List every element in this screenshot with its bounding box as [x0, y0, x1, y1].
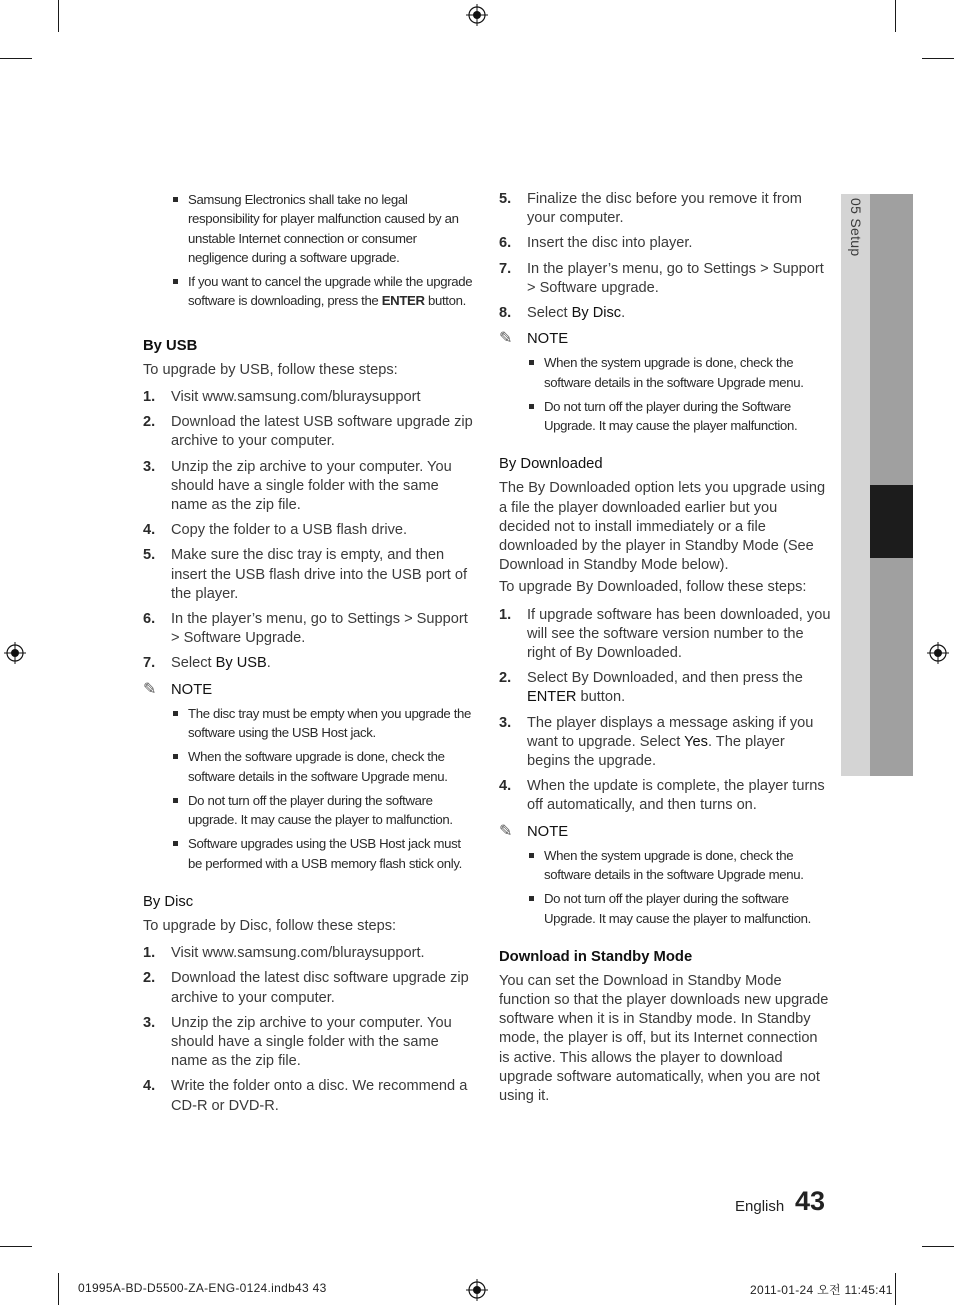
step-item: 6. Insert the disc into player.: [499, 235, 693, 252]
left-column: [143, 190, 473, 1116]
section-heading: By USB: [143, 337, 198, 354]
list-item: When the system upgrade is done, check the software details in the software Upgrade menu.: [499, 353, 831, 392]
step-item: 7. In the player’s menu, go to Settings > Support > Software upgrade.: [499, 260, 824, 296]
note-heading: ✎ NOTE: [499, 330, 569, 348]
section-intro: To upgrade By Downloaded, follow these steps:: [499, 579, 807, 596]
registration-mark-icon: [466, 1279, 488, 1301]
section-intro: To upgrade by Disc, follow these steps:: [143, 918, 397, 934]
pencil-icon: ✎: [499, 330, 513, 348]
bullet-icon: [173, 279, 178, 284]
step-item: 2. Download the latest USB software upgrade zip archive to your computer.: [143, 414, 473, 450]
step-item: 5. Finalize the disc before you remove it from your computer.: [499, 191, 802, 227]
crop-mark: [895, 0, 896, 32]
list-item: Do not turn off the player during the software upgrade. It may cause the player to malfunction.: [143, 791, 473, 830]
page-number: 43: [795, 1186, 826, 1216]
list-item: Samsung Electronics shall take no legal responsibility for player malfunction caused by an unstable Internet connection or consumer negligence during a software upgrade.: [143, 190, 473, 267]
crop-mark: [58, 0, 59, 32]
list-item: When the system upgrade is done, check the software details in the software Upgrade menu.: [499, 846, 831, 885]
registration-mark-icon: [927, 642, 949, 664]
crop-mark: [895, 1273, 896, 1305]
crop-mark: [58, 1273, 59, 1305]
registration-mark-icon: [466, 4, 488, 26]
section-heading: By Disc: [143, 894, 194, 910]
print-slug-timestamp: 2011-01-24 오전 11:45:41: [750, 1283, 893, 1297]
pencil-icon: ✎: [499, 822, 513, 840]
list-item: The disc tray must be empty when you upgrade the software using the USB Host jack.: [143, 704, 473, 743]
side-tab-chapter-marker: [870, 485, 913, 558]
crop-mark: [922, 1246, 954, 1247]
step-item: 1. Visit www.samsung.com/bluraysupport.: [143, 945, 425, 962]
crop-mark: [0, 58, 32, 59]
section-heading: By Downloaded: [499, 456, 603, 473]
step-item: 8. Select By Disc.: [499, 305, 626, 322]
step-item: 4. Copy the folder to a USB flash drive.: [143, 522, 408, 539]
side-tab-label: 05 Setup: [848, 198, 864, 257]
step-item: 3. Unzip the zip archive to your computer. You should have a single folder with the same name as the zip file.: [143, 458, 452, 513]
bullet-icon: [173, 711, 178, 716]
bullet-icon: [173, 798, 178, 803]
step-item: 7. Select By USB.: [143, 655, 271, 672]
list-item: When the software upgrade is done, check the software details in the software Upgrade menu.: [143, 747, 473, 786]
step-item: 1. If upgrade software has been downloaded, you will see the software version number to the right of By Downloaded.: [499, 606, 831, 662]
list-item: Do not turn off the player during the Software Upgrade. It may cause the player malfunction.: [499, 397, 831, 436]
list-item: If you want to cancel the upgrade while the upgrade software is downloading, press the ENTER button.: [143, 272, 473, 311]
registration-mark-icon: [4, 642, 26, 664]
crop-mark: [0, 1246, 32, 1247]
step-item: 6. In the player’s menu, go to Settings > Support > Software Upgrade.: [143, 611, 468, 647]
bullet-icon: [529, 404, 534, 409]
footer-language: English: [735, 1198, 785, 1215]
pencil-icon: ✎: [143, 680, 157, 698]
print-slug-file: 01995A-BD-D5500-ZA-ENG-0124.indb43 43: [78, 1281, 327, 1295]
step-item: 3. The player displays a message asking if you want to upgrade. Select Yes. The player begins the upgrade.: [499, 714, 814, 770]
section-paragraph: The By Downloaded option lets you upgrade using a file the player downloaded earlier but you decided not to install immediately or a file downloaded by the player in Standby Mode (See Download in Standby Mode below).: [499, 480, 826, 574]
bullet-icon: [529, 853, 534, 858]
side-tab-background: [841, 194, 870, 776]
bullet-icon: [173, 754, 178, 759]
step-item: 1. Visit www.samsung.com/bluraysupport: [143, 388, 421, 405]
section-heading: Download in Standby Mode: [499, 948, 693, 965]
step-item: 4. Write the folder onto a disc. We recommend a CD-R or DVD-R.: [143, 1078, 468, 1114]
note-heading: ✎ NOTE: [143, 680, 213, 698]
note-heading: ✎ NOTE: [499, 822, 569, 840]
section-paragraph: You can set the Download in Standby Mode function so that the player downloads new upgrade software when it is in Standby mode. In Standby mode, the player is off, but its Internet connection is active. This allows the player to download upgrade software automatically, when you are not using it.: [499, 972, 829, 1105]
bullet-icon: [173, 197, 178, 202]
right-column: [499, 190, 831, 1106]
list-item: Software upgrades using the USB Host jack must be performed with a USB memory flash stick only.: [143, 834, 473, 873]
step-item: 3. Unzip the zip archive to your computer. You should have a single folder with the same name as the zip file.: [143, 1014, 452, 1070]
bullet-icon: [529, 360, 534, 365]
step-item: 5. Make sure the disc tray is empty, and then insert the USB flash drive into the USB port of the player.: [143, 547, 468, 602]
step-item: 4. When the update is complete, the player turns off automatically, and then turns on.: [499, 778, 825, 814]
crop-mark: [922, 58, 954, 59]
bullet-icon: [173, 841, 178, 846]
section-intro: To upgrade by USB, follow these steps:: [143, 361, 398, 378]
step-item: 2. Download the latest disc software upgrade zip archive to your computer.: [143, 970, 469, 1006]
step-item: 2. Select By Downloaded, and then press the ENTER button.: [499, 670, 803, 706]
bullet-icon: [529, 896, 534, 901]
list-item: Do not turn off the player during the software Upgrade. It may cause the player to malfunction.: [499, 889, 831, 928]
